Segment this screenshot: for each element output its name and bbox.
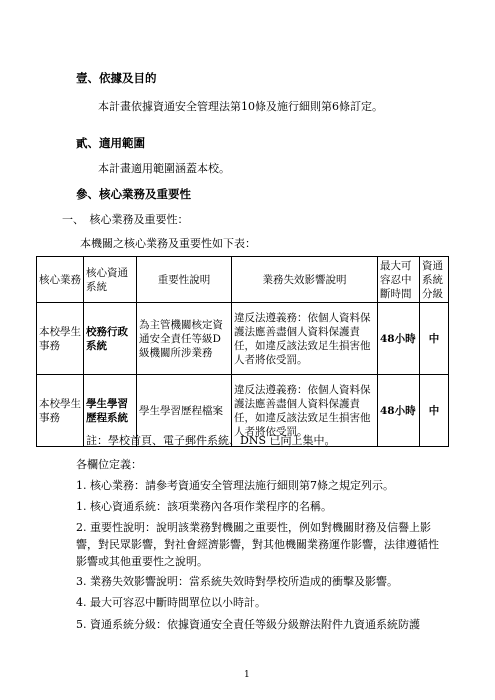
header-max-downtime: 最大可容忍中斷時間	[378, 257, 420, 303]
definition-item: 2. 重要性說明：說明該業務對機關之重要性，例如對機關財務及信譽上影響，對民眾影響，對社會經濟影響，對其他機關業務運作影響，法律遵循性影響或其他重要性之說明。	[76, 521, 439, 568]
definition-item: 1. 核心資通系統：該項業務內各項作業程序的名稱。	[76, 500, 332, 513]
cell-importance: 學生學習歷程檔案	[137, 375, 232, 447]
cell-core-system: 校務行政系統	[84, 303, 137, 375]
table-intro: 本機關之核心業務及重要性如下表：	[80, 237, 256, 250]
cell-core-system: 學生學習歷程系統	[84, 375, 137, 447]
cell-importance: 為主管機關核定資通安全責任等級D級機關所涉業務	[137, 303, 232, 375]
cell-system-level: 中	[420, 303, 449, 375]
cell-max-downtime: 48小時	[378, 303, 420, 375]
definition-item: 3. 業務失效影響說明：當系統失效時對學校所造成的衝擊及影響。	[76, 575, 398, 588]
cell-core-business: 本校學生事務	[37, 375, 84, 447]
core-business-table	[36, 256, 449, 447]
subsection-title: 一、 核心業務及重要性：	[62, 213, 189, 226]
cell-system-level: 中	[420, 375, 449, 447]
header-core-business: 核心業務	[37, 257, 84, 303]
header-system-level: 資通系統分級	[420, 257, 449, 303]
table-header-row	[37, 257, 449, 303]
header-core-system: 核心資通系統	[84, 257, 137, 303]
header-failure-impact: 業務失效影響說明	[232, 257, 378, 303]
definition-item: 5. 資通系統分級：依據資通安全責任等級分級辦法附件九資通系統防護	[76, 618, 420, 631]
section-body-2: 本計畫適用範圍涵蓋本校。	[98, 162, 230, 175]
definition-item: 1. 核心業務：請參考資通安全管理法施行細則第7條之規定列示。	[76, 479, 394, 492]
section-body-1: 本計畫依據資通安全管理法第10條及施行細則第6條訂定。	[98, 100, 383, 113]
section-title-1: 壹、依據及目的	[76, 71, 157, 85]
page-number: 1	[244, 670, 250, 680]
definitions-title: 各欄位定義：	[76, 458, 142, 471]
definition-item: 4. 最大可容忍中斷時間單位以小時計。	[76, 596, 266, 609]
section-title-3: 參、核心業務及重要性	[76, 187, 191, 201]
table-note: 註：學校首頁、電子郵件系統、DNS 已向上集中。	[86, 434, 336, 447]
cell-core-business: 本校學生事務	[37, 303, 84, 375]
cell-max-downtime: 48小時	[378, 375, 420, 447]
header-importance: 重要性說明	[137, 257, 232, 303]
cell-failure-impact: 違反法遵義務：依個人資料保護法應善盡個人資料保護責任，如違反該法致足生損害他人者將依受罰。	[232, 303, 378, 375]
table-row	[37, 303, 449, 375]
section-title-2: 貳、適用範圍	[76, 136, 145, 150]
cell-failure-impact: 違反法遵義務：依個人資料保護法應善盡個人資料保護責任，如違反該法致足生損害他人者將依受罰。	[232, 375, 378, 447]
